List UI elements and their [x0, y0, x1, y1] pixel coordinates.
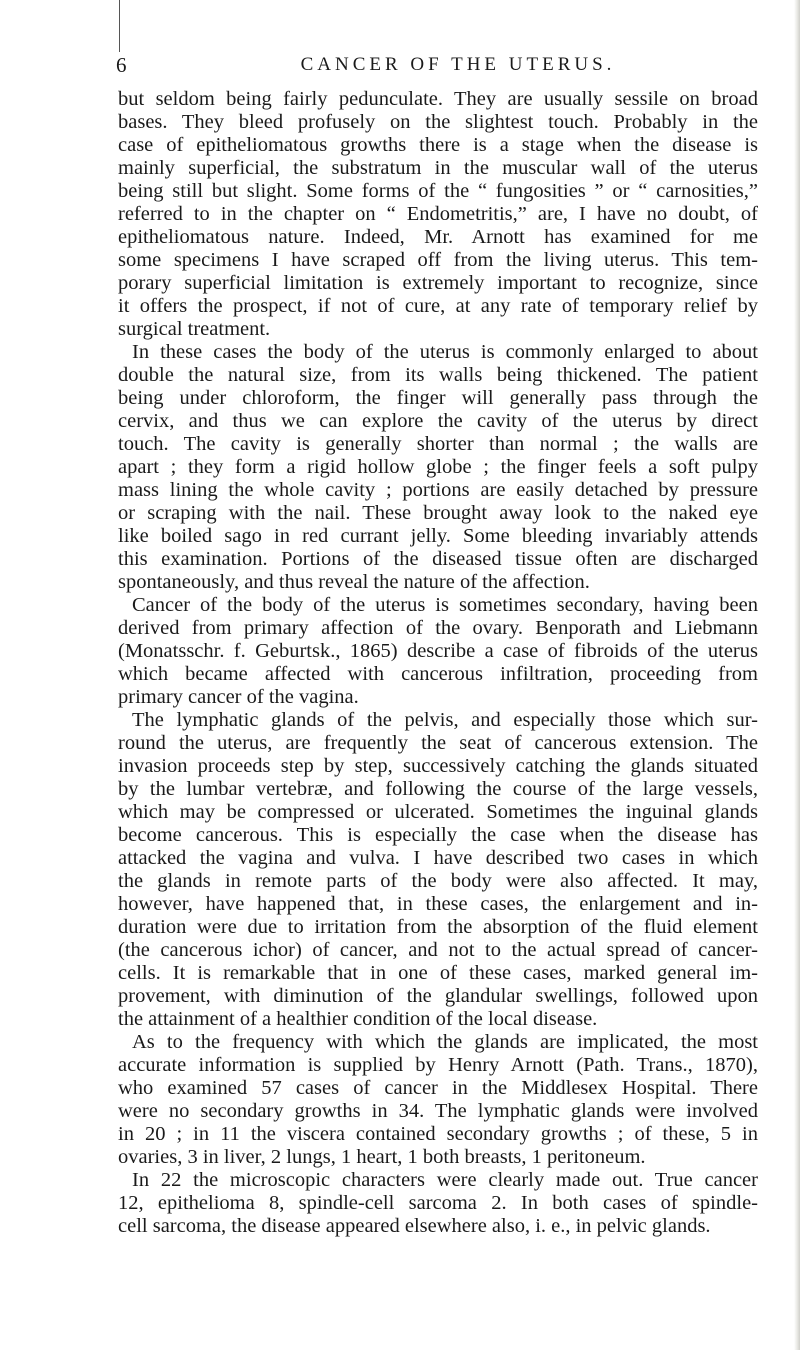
text-line: As to the frequency with which the glands are implicated, the most	[132, 1031, 758, 1053]
text-line: which may be compressed or ulcerated. Sometimes the inguinal glands	[118, 801, 758, 823]
text-line: accurate information is supplied by Henry Arnott (Path. Trans., 1870),	[118, 1054, 758, 1076]
body-text	[118, 88, 758, 1238]
text-line: cell sarcoma, the disease appeared elsewhere also, i. e., in pelvic glands.	[118, 1215, 711, 1237]
text-line: this examination. Portions of the diseased tissue often are discharged	[118, 548, 758, 570]
text-line: become cancerous. This is especially the case when the disease has	[118, 824, 758, 846]
text-line: provement, with diminution of the glandular swellings, followed upon	[118, 985, 758, 1007]
text-line: attacked the vagina and vulva. I have described two cases in which	[118, 847, 758, 869]
text-line: duration were due to irritation from the absorption of the fluid element	[118, 916, 758, 938]
text-line: invasion proceeds step by step, successively catching the glands situated	[118, 755, 758, 777]
running-title: CANCER OF THE UTERUS.	[300, 54, 616, 75]
text-line: who examined 57 cases of cancer in the Middlesex Hospital. There	[118, 1077, 758, 1099]
text-line: referred to in the chapter on “ Endometritis,” are, I have no doubt, of	[118, 203, 758, 225]
text-line: (the cancerous ichor) of cancer, and not to the actual spread of cancer-	[118, 939, 758, 961]
text-line: 12, epithelioma 8, spindle-cell sarcoma 2. In both cases of spindle-	[118, 1192, 758, 1214]
text-line: or scraping with the nail. These brought away look to the naked eye	[118, 502, 758, 524]
running-head	[116, 52, 756, 78]
text-line: derived from primary affection of the ovary. Benporath and Liebmann	[118, 617, 758, 639]
text-line: in 20 ; in 11 the viscera contained secondary growths ; of these, 5 in	[118, 1123, 758, 1145]
text-line: spontaneously, and thus reveal the nature of the affection.	[118, 571, 590, 593]
text-line: mainly superficial, the substratum in the muscular wall of the uterus	[118, 157, 758, 179]
text-line: (Monatsschr. f. Geburtsk., 1865) describe a case of fibroids of the uterus	[118, 640, 758, 662]
text-line: surgical treatment.	[118, 318, 271, 340]
text-line: it offers the prospect, if not of cure, at any rate of temporary relief by	[118, 295, 758, 317]
text-line: ovaries, 3 in liver, 2 lungs, 1 heart, 1 both breasts, 1 peritoneum.	[118, 1146, 646, 1168]
text-line: The lymphatic glands of the pelvis, and especially those which sur-	[132, 709, 758, 731]
text-line: by the lumbar vertebræ, and following the course of the large vessels,	[118, 778, 758, 800]
text-line: like boiled sago in red currant jelly. Some bleeding invariably attends	[118, 525, 758, 547]
text-line: round the uterus, are frequently the seat of cancerous extension. The	[118, 732, 758, 754]
text-line: were no secondary growths in 34. The lymphatic glands were involved	[118, 1100, 758, 1122]
page-edge-shadow	[794, 0, 800, 1350]
text-line: mass lining the whole cavity ; portions are easily detached by pressure	[118, 479, 758, 501]
text-line: In 22 the microscopic characters were clearly made out. True cancer	[132, 1169, 758, 1191]
page-number: 6	[116, 53, 127, 77]
text-line: cervix, and thus we can explore the cavity of the uterus by direct	[118, 410, 758, 432]
text-line: epitheliomatous nature. Indeed, Mr. Arnott has examined for me	[118, 226, 758, 248]
text-line: being under chloroform, the finger will generally pass through the	[118, 387, 758, 409]
text-line: bases. They bleed profusely on the slightest touch. Probably in the	[118, 111, 758, 133]
text-line: being still but slight. Some forms of the “ fungosities ” or “ carnosities,”	[118, 180, 758, 202]
text-line: apart ; they form a rigid hollow globe ; the finger feels a soft pulpy	[118, 456, 758, 478]
text-line: cells. It is remarkable that in one of these cases, marked general im-	[118, 962, 758, 984]
text-line: Cancer of the body of the uterus is sometimes secondary, having been	[132, 594, 758, 616]
text-line: however, have happened that, in these cases, the enlargement and in-	[118, 893, 758, 915]
text-line: some specimens I have scraped off from the living uterus. This tem-	[118, 249, 758, 271]
text-line: case of epitheliomatous growths there is a stage when the disease is	[118, 134, 758, 156]
text-line: primary cancer of the vagina.	[118, 686, 359, 708]
page-crease-mark	[119, 0, 120, 52]
text-line: but seldom being fairly pedunculate. They are usually sessile on broad	[118, 88, 758, 110]
text-line: the glands in remote parts of the body were also affected. It may,	[118, 870, 758, 892]
text-line: In these cases the body of the uterus is commonly enlarged to about	[132, 341, 758, 363]
text-line: which became affected with cancerous infiltration, proceeding from	[118, 663, 758, 685]
text-line: touch. The cavity is generally shorter than normal ; the walls are	[118, 433, 758, 455]
text-line: double the natural size, from its walls being thickened. The patient	[118, 364, 758, 386]
text-line: the attainment of a healthier condition of the local disease.	[118, 1008, 598, 1030]
text-line: porary superficial limitation is extremely important to recognize, since	[118, 272, 758, 294]
